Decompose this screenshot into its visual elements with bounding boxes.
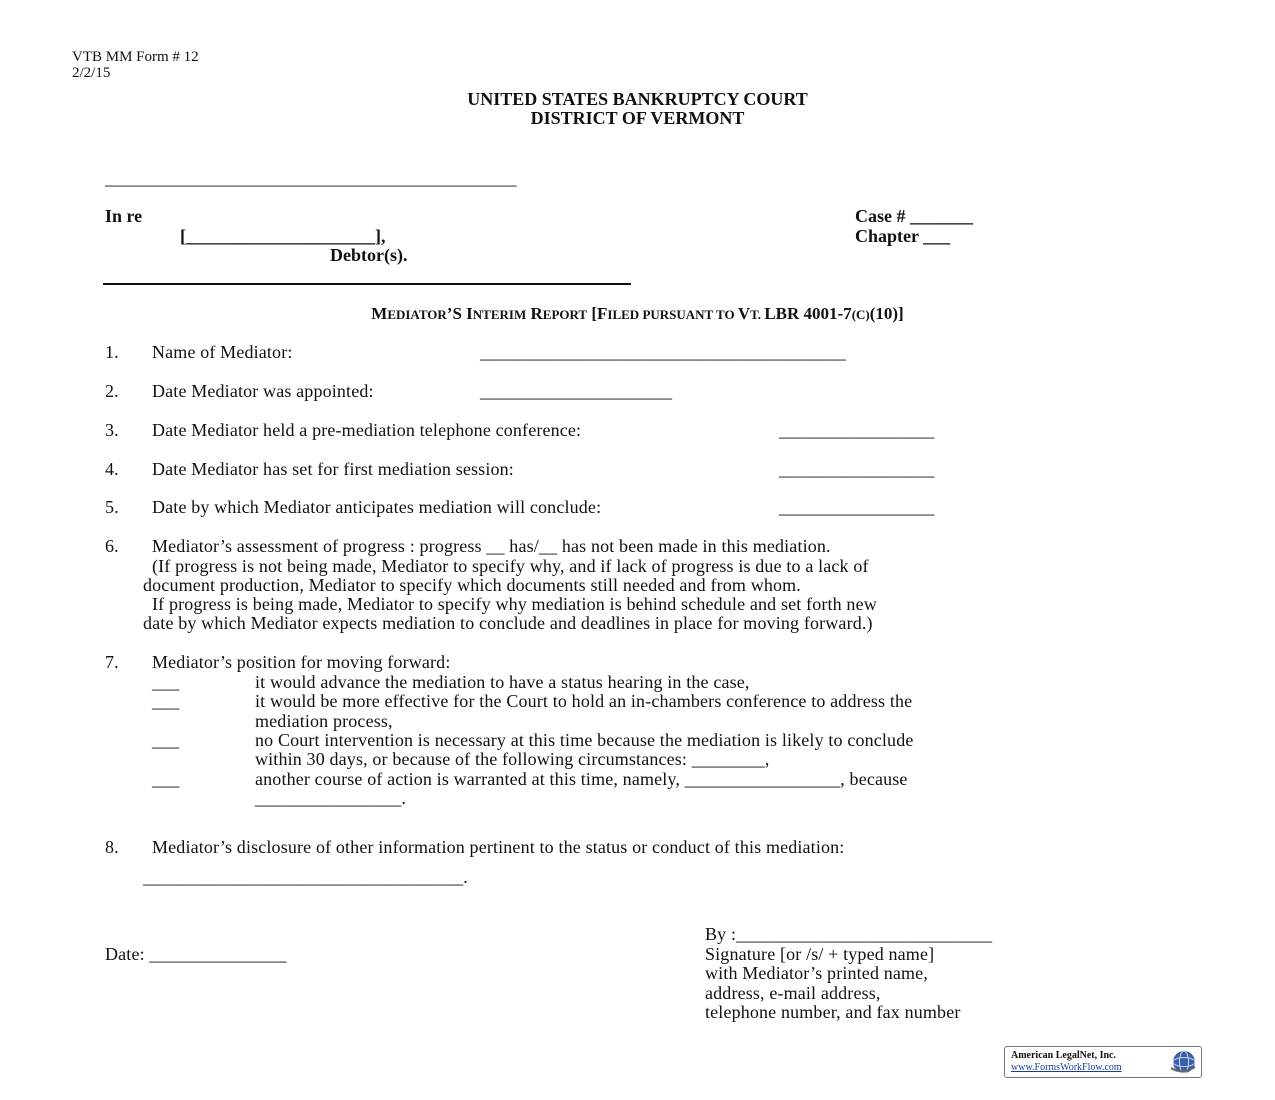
- debtor-name-blank[interactable]: [_____________________],: [180, 226, 386, 246]
- item-2-label: Date Mediator was appointed:: [152, 381, 374, 401]
- progress-instructions-4: date by which Mediator expects mediation to conclude and deadlines in place for moving forward.): [143, 613, 873, 633]
- item-8-number: 8.: [105, 837, 119, 857]
- option-3-checkbox[interactable]: ___: [152, 730, 180, 750]
- item-3-number: 3.: [105, 420, 119, 440]
- item-5-label: Date by which Mediator anticipates mediation will conclude:: [152, 497, 602, 517]
- case-number-field[interactable]: Case # _______: [855, 206, 973, 226]
- caption-divider: [103, 283, 631, 285]
- progress-instructions-1: (If progress is not being made, Mediator to specify why, and if lack of progress is due to a lack of: [152, 556, 869, 576]
- globe-icon: [1168, 1048, 1198, 1076]
- item-4-label: Date Mediator has set for first mediation session:: [152, 459, 514, 479]
- chapter-field[interactable]: Chapter ___: [855, 226, 951, 246]
- option-2-text: it would be more effective for the Court to hold an in-chambers conference to address the: [255, 691, 913, 711]
- conclusion-date-field[interactable]: _________________: [779, 497, 935, 517]
- first-session-date-field[interactable]: _________________: [779, 459, 935, 479]
- item-5-number: 5.: [105, 497, 119, 517]
- option-3-text-cont[interactable]: within 30 days, or because of the following circumstances: ________,: [255, 749, 770, 769]
- progress-instructions-2: document production, Mediator to specify which documents still needed and from whom.: [143, 575, 801, 595]
- report-title: MEDIATOR’S INTERIM REPORT [FILED PURSUANT TO VT. LBR 4001-7(C)(10)]: [371, 304, 904, 323]
- court-district: DISTRICT OF VERMONT: [530, 108, 745, 128]
- form-id: VTB MM Form # 12: [72, 49, 199, 65]
- option-2-text-cont: mediation process,: [255, 711, 393, 731]
- debtor-label: Debtor(s).: [330, 245, 408, 265]
- option-3-text: no Court intervention is necessary at this time because the mediation is likely to conclude: [255, 730, 914, 750]
- option-4-text-cont[interactable]: ________________.: [255, 788, 407, 808]
- vendor-logo[interactable]: [1004, 1046, 1202, 1078]
- item-2-number: 2.: [105, 381, 119, 401]
- signature-note-4: telephone number, and fax number: [705, 1002, 961, 1022]
- signature-note-2: with Mediator’s printed name,: [705, 963, 928, 983]
- option-1-text: it would advance the mediation to have a status hearing in the case,: [255, 672, 750, 692]
- option-1-checkbox[interactable]: ___: [152, 672, 180, 692]
- disclosure-field[interactable]: ___________________________________.: [143, 867, 468, 887]
- in-re-label: In re: [105, 206, 143, 226]
- item-1-number: 1.: [105, 342, 119, 362]
- signature-note-1: Signature [or /s/ + typed name]: [705, 944, 935, 964]
- appointed-date-field[interactable]: _____________________: [480, 381, 673, 401]
- signature-note-3: address, e-mail address,: [705, 983, 881, 1003]
- date-field[interactable]: Date: _______________: [105, 944, 287, 964]
- item-3-label: Date Mediator held a pre-mediation telephone conference:: [152, 420, 582, 440]
- progress-instructions-3: If progress is being made, Mediator to specify why mediation is behind schedule and set forth new: [152, 594, 877, 614]
- form-date: 2/2/15: [72, 65, 111, 81]
- progress-assessment-line: Mediator’s assessment of progress : progress __ has/__ has not been made in this mediation.: [152, 536, 831, 556]
- mediator-name-field[interactable]: ________________________________________: [480, 342, 846, 362]
- option-4-text[interactable]: another course of action is warranted at this time, namely, _________________, because: [255, 769, 908, 789]
- item-6-number: 6.: [105, 536, 119, 556]
- vendor-url-link[interactable]: www.FormsWorkFlow.com: [1011, 1062, 1122, 1073]
- item-7-number: 7.: [105, 652, 119, 672]
- court-name: UNITED STATES BANKRUPTCY COURT: [467, 89, 808, 109]
- option-2-checkbox[interactable]: ___: [152, 691, 180, 711]
- pre-mediation-date-field[interactable]: _________________: [779, 420, 935, 440]
- caption-top-blank[interactable]: _____________________________________________: [105, 168, 517, 188]
- signature-field[interactable]: By :____________________________: [705, 924, 993, 944]
- option-4-checkbox[interactable]: ___: [152, 769, 180, 789]
- item-8-label: Mediator’s disclosure of other information pertinent to the status or conduct of this mediation:: [152, 837, 845, 857]
- item-7-label: Mediator’s position for moving forward:: [152, 652, 451, 672]
- vendor-name: American LegalNet, Inc.: [1011, 1050, 1116, 1061]
- item-1-label: Name of Mediator:: [152, 342, 293, 362]
- item-4-number: 4.: [105, 459, 119, 479]
